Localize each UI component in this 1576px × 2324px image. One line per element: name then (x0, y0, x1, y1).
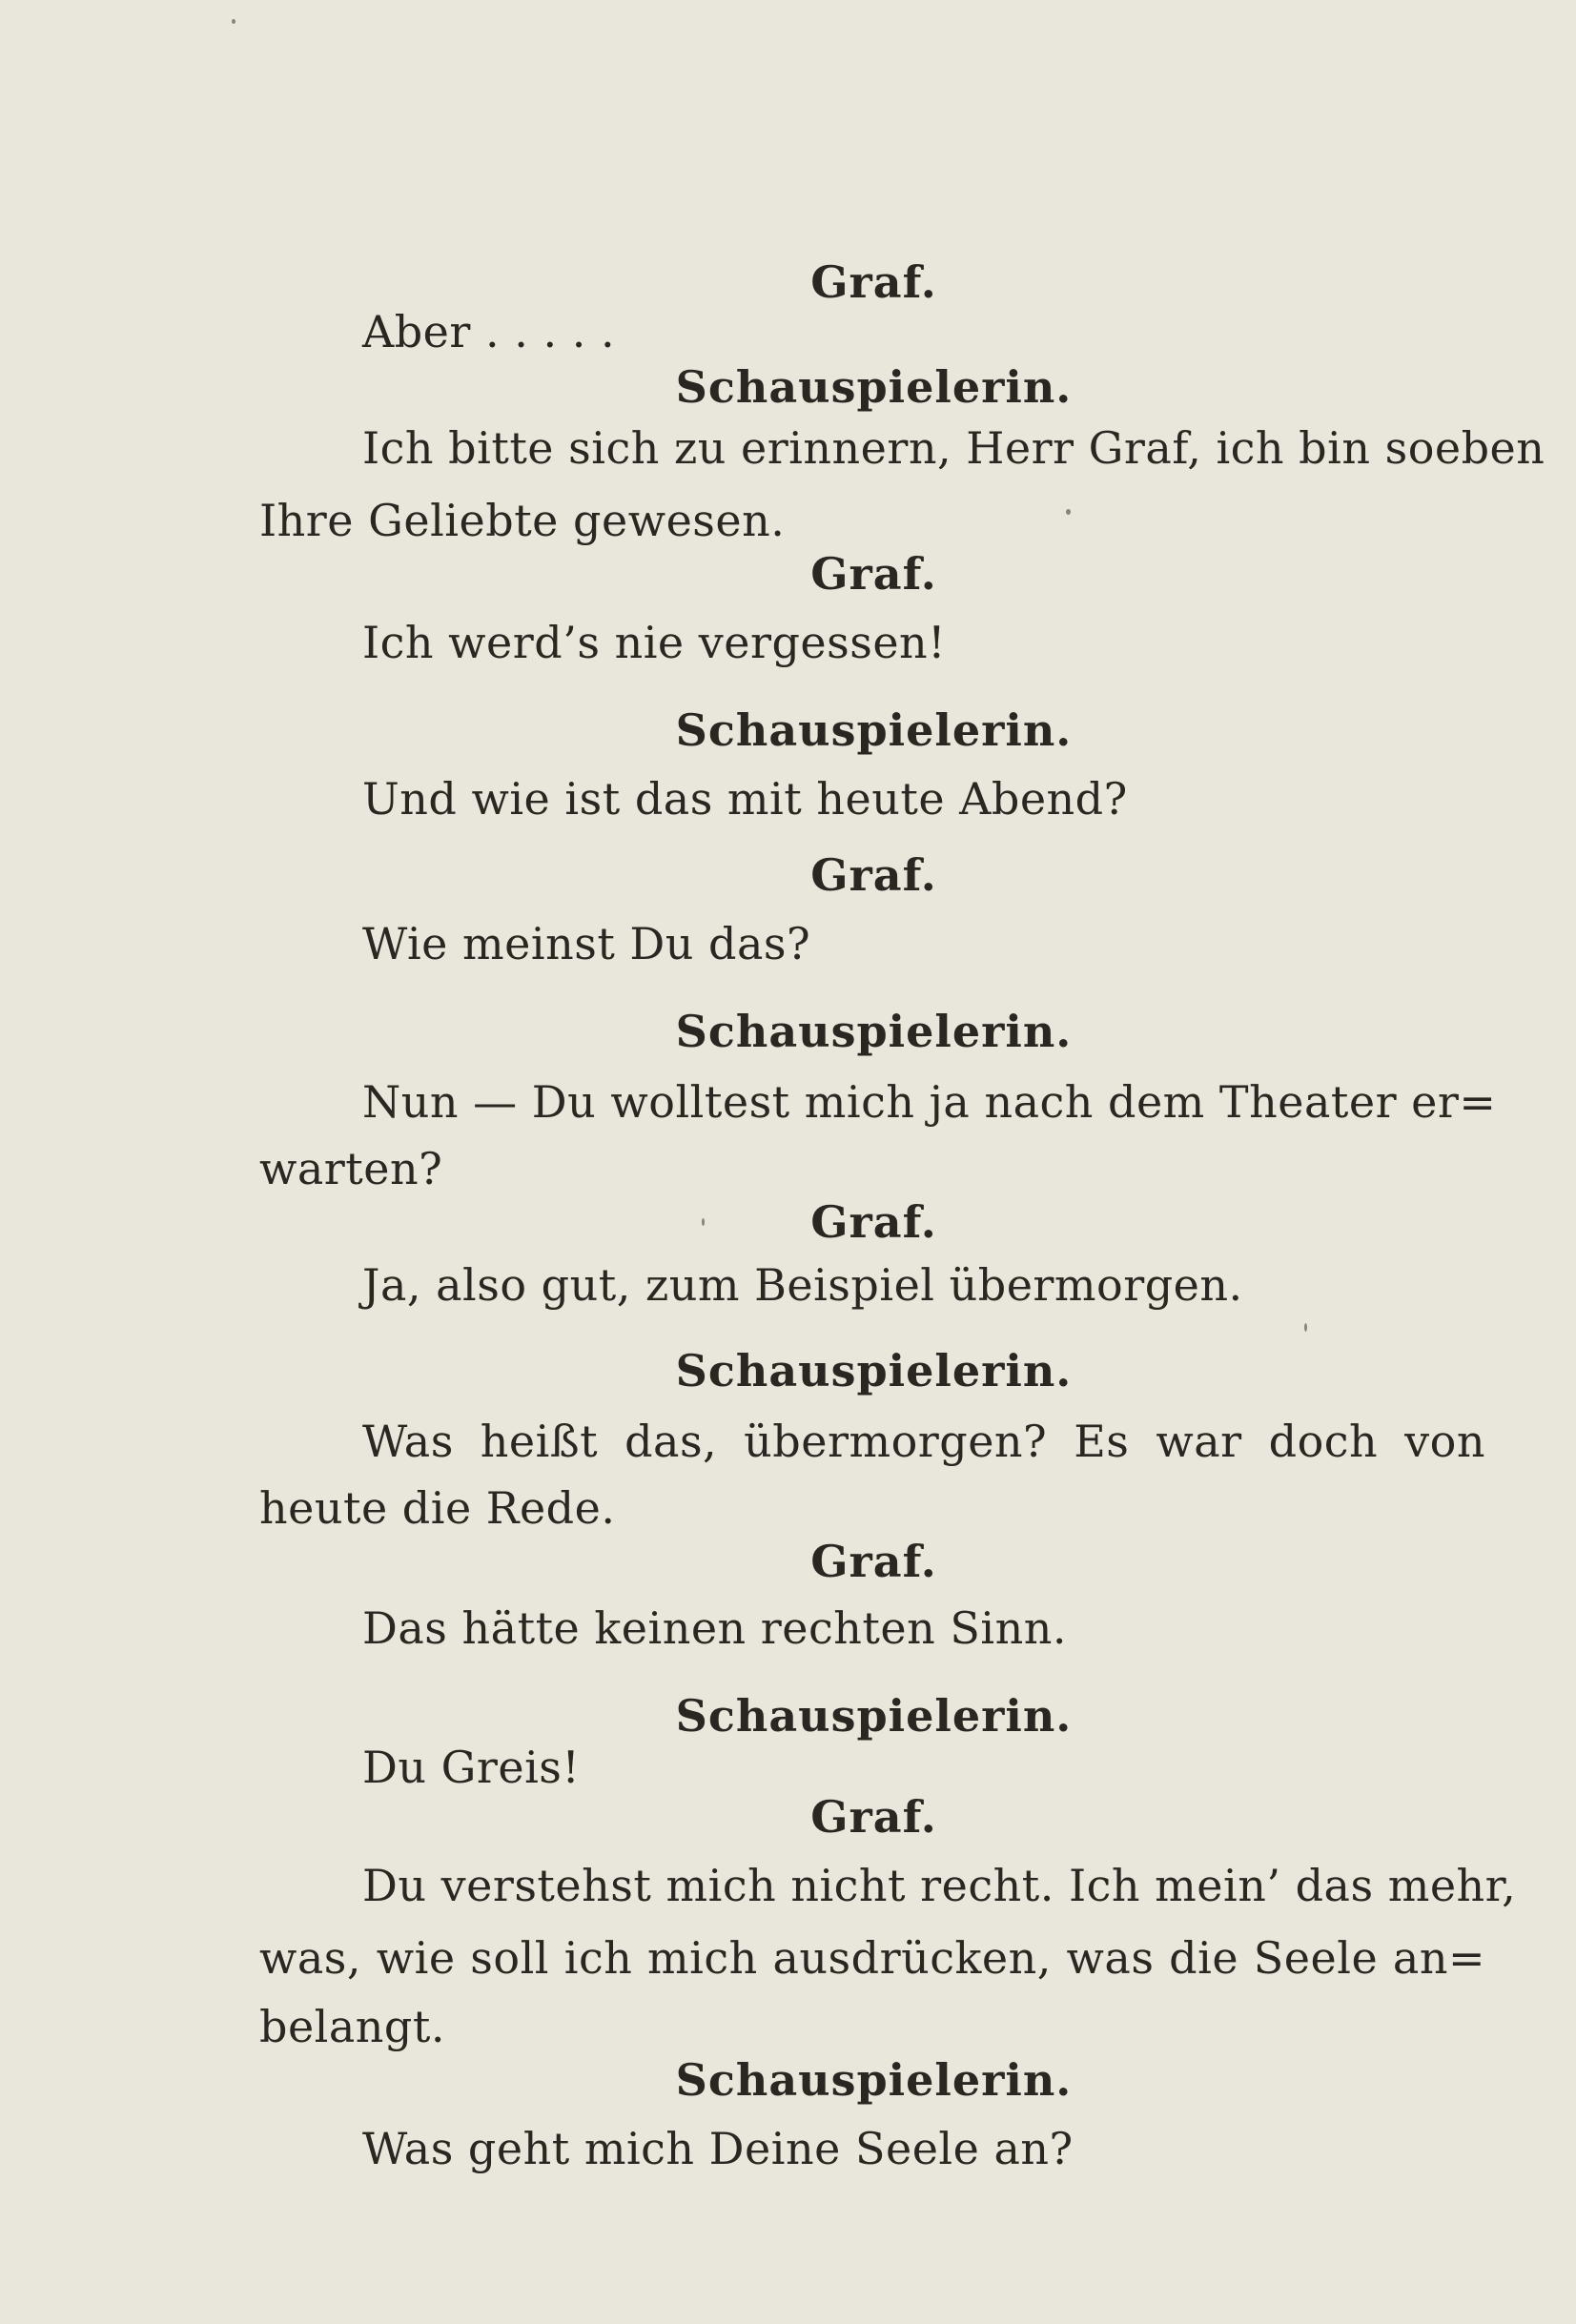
speaker-heading-schauspielerin: Schauspielerin. (675, 361, 1073, 413)
dialogue-line: Was geht mich Deine Seele an? (362, 2123, 1074, 2174)
dialogue-line: Ich bitte sich zu erinnern, Herr Graf, ich bin soeben (362, 422, 1545, 474)
speaker-heading-schauspielerin: Schauspielerin. (675, 1345, 1073, 1396)
speaker-heading-graf: Graf. (810, 849, 937, 901)
speaker-heading-schauspielerin: Schauspielerin. (675, 1690, 1073, 1742)
speaker-heading-graf: Graf. (810, 548, 937, 600)
paper-speck (1066, 509, 1071, 515)
dialogue-line: Du verstehst mich nicht recht. Ich mein’ das mehr, (362, 1860, 1517, 1911)
dialogue-line: Wie meinst Du das? (362, 918, 811, 969)
dialogue-line: Ja, also gut, zum Beispiel übermorgen. (362, 1259, 1243, 1311)
dialogue-line: Das hätte keinen rechten Sinn. (362, 1602, 1067, 1654)
speaker-heading-graf: Graf. (810, 1791, 937, 1843)
dialogue-line: Und wie ist das mit heute Abend? (362, 773, 1128, 825)
speaker-heading-graf: Graf. (810, 1536, 937, 1587)
dialogue-line: heute die Rede. (259, 1482, 616, 1534)
dialogue-line: Was heißt das, übermorgen? Es war doch von (362, 1416, 1485, 1467)
paper-speck (232, 19, 235, 24)
dialogue-line: belangt. (259, 2001, 445, 2052)
speaker-heading-schauspielerin: Schauspielerin. (675, 1006, 1073, 1057)
paper-speck (702, 1218, 705, 1226)
dialogue-line: warten? (259, 1143, 443, 1194)
speaker-heading-graf: Graf. (810, 1196, 937, 1248)
dialogue-line: Du Greis! (362, 1742, 581, 1793)
paper-speck (1304, 1323, 1307, 1332)
dialogue-line: Ich werd’s nie vergessen! (362, 617, 947, 668)
speaker-heading-schauspielerin: Schauspielerin. (675, 704, 1073, 756)
speaker-heading-graf: Graf. (810, 256, 937, 308)
speaker-heading-schauspielerin: Schauspielerin. (675, 2054, 1073, 2106)
dialogue-line: Aber . . . . . (362, 306, 616, 357)
dialogue-line: was, wie soll ich mich ausdrücken, was die Seele an= (259, 1932, 1485, 1984)
dialogue-line: Nun — Du wolltest mich ja nach dem Theater er= (362, 1076, 1497, 1128)
dialogue-line: Ihre Geliebte gewesen. (259, 495, 786, 546)
